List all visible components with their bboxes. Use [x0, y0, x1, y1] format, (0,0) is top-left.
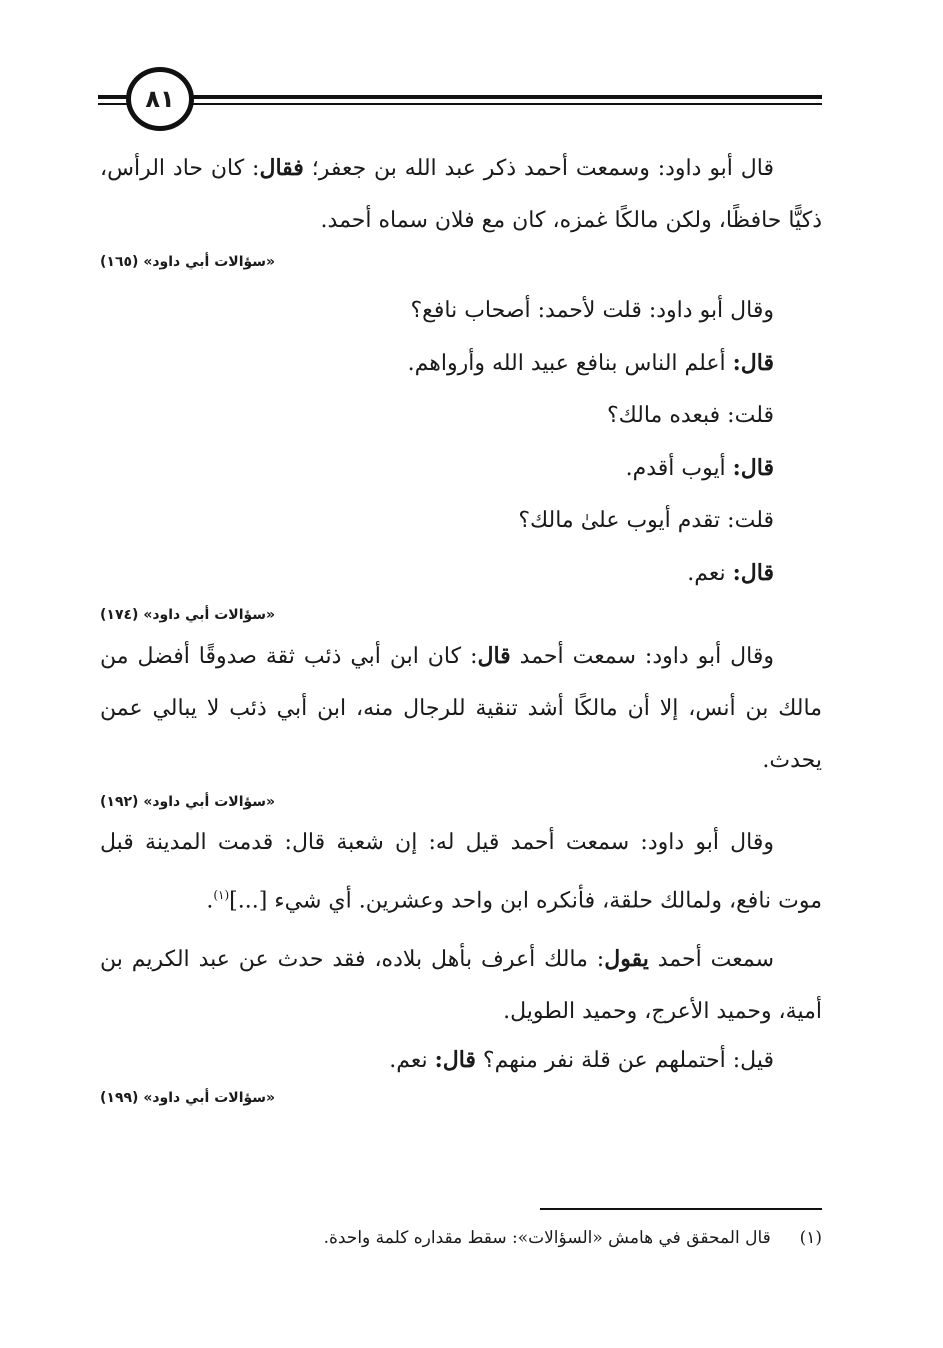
- dialog-line-1: وقال أبو داود: قلت لأحمد: أصحاب نافع؟: [410, 298, 774, 323]
- source-citation-3: «سؤالات أبي داود» (١٩٢): [100, 794, 276, 810]
- dialog-line-2-rest: أعلم الناس بنافع عبيد الله وأرواهم.: [407, 351, 733, 376]
- paragraph-3-text: وقال أبو داود: سمعت أحمد قيل له: إن شعبة قال: قدمت المدينة قبل موت نافع، ولمالك حلقة، فأنكره ابن واحد وعشرين. أي شيء [...]: [100, 830, 822, 914]
- dialog-line-6: [100, 547, 822, 600]
- page-number: ٨١: [126, 67, 194, 131]
- dialog-line-4-bold: قال:: [732, 455, 774, 481]
- dialog-line-7-rest: نعم.: [389, 1048, 435, 1074]
- dialog-line-6-bold: قال:: [732, 560, 774, 586]
- header-rule: [98, 95, 822, 109]
- paragraph-2-bold: قال: [477, 643, 511, 669]
- footnote-marker: (١): [799, 1228, 822, 1248]
- dialog-line-4-rest: أيوب أقدم.: [625, 456, 733, 481]
- dialog-line-4: [100, 442, 822, 495]
- dialog-line-7-bold: قال:: [434, 1047, 476, 1074]
- dialog-line-3: قلت: فبعده مالك؟: [606, 403, 774, 428]
- paragraph-1-bold: فقال: [259, 155, 304, 181]
- paragraph-4-rest: : مالك أعرف بأهل بلاده، فقد حدث عن عبد الكريم بن أمية، وحميد الأعرج، وحميد الطويل.: [100, 947, 822, 1025]
- source-citation-2: «سؤالات أبي داود» (١٧٤): [100, 607, 276, 623]
- footnote-divider: [540, 1208, 822, 1210]
- dialog-line-7: [100, 1038, 822, 1083]
- source-citation-4: «سؤالات أبي داود» (١٩٩): [100, 1090, 276, 1107]
- dialog-line-5: قلت: تقدم أيوب علىٰ مالك؟: [518, 508, 774, 533]
- header-thick-line: [98, 95, 822, 99]
- paragraph-1: [100, 142, 822, 247]
- paragraph-3-end: .: [206, 888, 214, 914]
- footnote-text: قال المحقق في هامش «السؤالات»: سقط مقداره كلمة واحدة.: [323, 1228, 771, 1248]
- source-citation-1: «سؤالات أبي داود» (١٦٥): [100, 254, 276, 270]
- dialog-line-6-rest: نعم.: [687, 561, 733, 586]
- paragraph-1-lead: قال أبو داود: وسمعت أحمد ذكر عبد الله بن جعفر؛: [303, 156, 774, 181]
- page-body: [100, 142, 822, 1113]
- footnote-reference[interactable]: (١): [213, 888, 230, 902]
- dialog-line-2: [100, 337, 822, 390]
- paragraph-4-lead: سمعت أحمد: [648, 947, 775, 973]
- paragraph-4: [100, 933, 822, 1038]
- header-thin-line: [98, 103, 822, 105]
- dialog-line-7-lead: قيل: أحتملهم عن قلة نفر منهم؟: [475, 1048, 774, 1074]
- paragraph-2-lead: وقال أبو داود: سمعت أحمد: [510, 644, 774, 669]
- dialog-line-2-bold: قال:: [732, 350, 774, 376]
- paragraph-2: [100, 630, 822, 787]
- paragraph-3: [100, 817, 822, 927]
- paragraph-2-rest: : كان ابن أبي ذئب ثقة صدوقًا أفضل من مالك بن أنس، إلا أن مالكًا أشد تنقية للرجال منه، ابن أبي ذئب لا يبالي عمن يحدث.: [100, 644, 822, 773]
- footnote: [324, 1224, 822, 1252]
- paragraph-1-rest: : كان حاد الرأس، ذكيًّا حافظًا، ولكن مالكًا غمزه، كان مع فلان سماه أحمد.: [100, 156, 822, 233]
- paragraph-4-bold: يقول: [604, 946, 649, 973]
